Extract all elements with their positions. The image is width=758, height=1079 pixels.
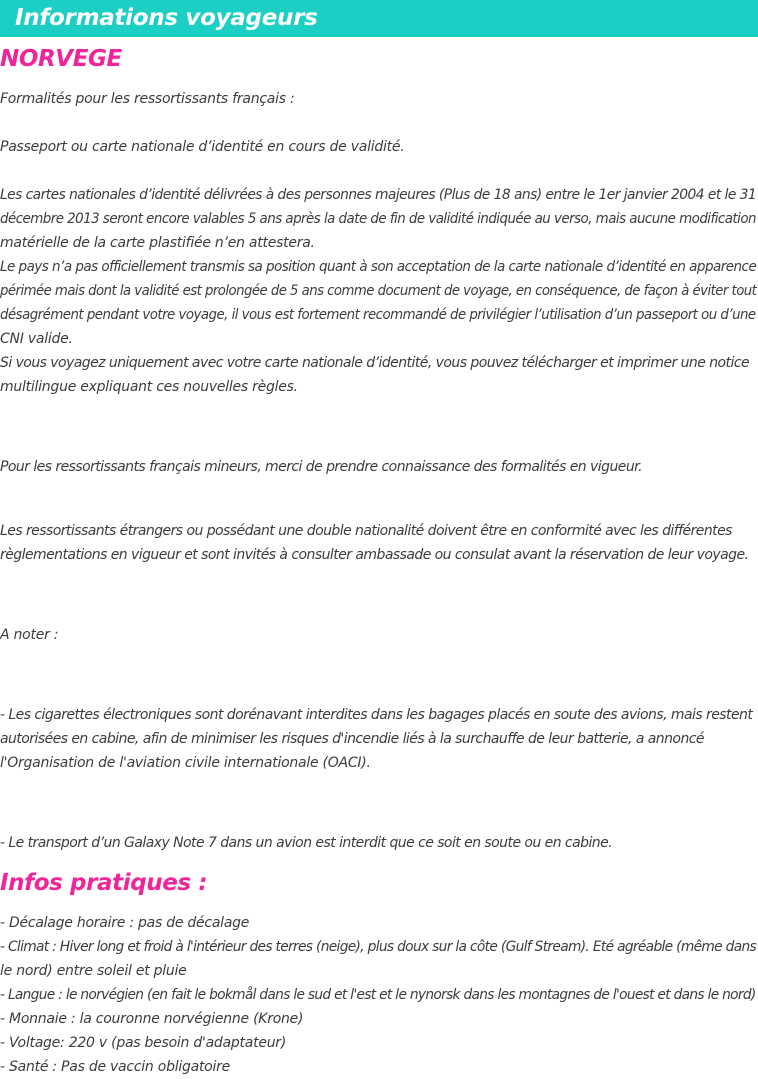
note-label: A noter : [0,627,59,643]
formalities-paragraph-line: décembre 2013 seront encore valables 5 ans après la date de fin de validité indiquée au verso, mais aucune modification [0,211,756,227]
formalities-paragraph-line: matérielle de la carte plastifiée n’en attestera. [0,235,315,251]
practical-info-line: - Climat : Hiver long et froid à l'intérieur des terres (neige), plus doux sur la côte (Gulf Stream). Eté agréable (même dans [0,939,757,955]
country-title: NORVEGE [0,46,122,72]
formalities-paragraph-line: CNI valide. [0,331,73,347]
ecigarette-note-line: l'Organisation de l'aviation civile internationale (OACI). [0,755,371,771]
galaxy-note: - Le transport d’un Galaxy Note 7 dans un avion est interdit que ce soit en soute ou en cabine. [0,835,613,851]
practical-info-line: - Décalage horaire : pas de décalage [0,915,250,931]
formalities-paragraph-line: désagrément pendant votre voyage, il vous est fortement recommandé de privilégier l’utilisation d’un passeport ou d’une [0,307,756,323]
header-title: Informations voyageurs [15,5,318,31]
practical-info-line: - Monnaie : la couronne norvégienne (Krone) [0,1011,304,1027]
header-bar [0,0,758,37]
ecigarette-note-line: - Les cigarettes électroniques sont dorénavant interdites dans les bagages placés en soute des avions, mais restent [0,707,753,723]
foreigners-info-line: règlementations en vigueur et sont invités à consulter ambassade ou consulat avant la réservation de leur voyage. [0,547,749,563]
formalities-paragraph-line: multilingue expliquant ces nouvelles règles. [0,379,298,395]
practical-info-line: - Santé : Pas de vaccin obligatoire [0,1059,231,1075]
formalities-intro: Formalités pour les ressortissants français : [0,91,295,107]
practical-info-line: - Langue : le norvégien (en fait le bokmål dans le sud et l'est et le nynorsk dans les montagnes de l'ouest et dans le nord) [0,987,756,1003]
foreigners-info-line: Les ressortissants étrangers ou possédant une double nationalité doivent être en conformité avec les différentes [0,523,732,539]
ecigarette-note-line: autorisées en cabine, afin de minimiser les risques d'incendie liés à la surchauffe de leur batterie, a annoncé [0,731,704,747]
formalities-paragraph-line: Si vous voyagez uniquement avec votre carte nationale d’identité, vous pouvez télécharger et imprimer une notice [0,355,750,371]
formalities-paragraph-line: Le pays n’a pas officiellement transmis sa position quant à son acceptation de la carte nationale d’identité en apparence [0,259,757,275]
practical-info-line: - Voltage: 220 v (pas besoin d'adaptateur) [0,1035,287,1051]
minors-info: Pour les ressortissants français mineurs, merci de prendre connaissance des formalités en vigueur. [0,459,642,475]
practical-info-line: le nord) entre soleil et pluie [0,963,187,979]
formalities-paragraph-line: Les cartes nationales d’identité délivrées à des personnes majeures (Plus de 18 ans) entre le 1er janvier 2004 et le 31 [0,187,757,203]
formalities-paragraph-line: périmée mais dont la validité est prolongée de 5 ans comme document de voyage, en conséquence, de façon à éviter tout [0,283,757,299]
formalities-documents: Passeport ou carte nationale d’identité en cours de validité. [0,139,405,155]
practical-info-title: Infos pratiques : [0,870,208,896]
